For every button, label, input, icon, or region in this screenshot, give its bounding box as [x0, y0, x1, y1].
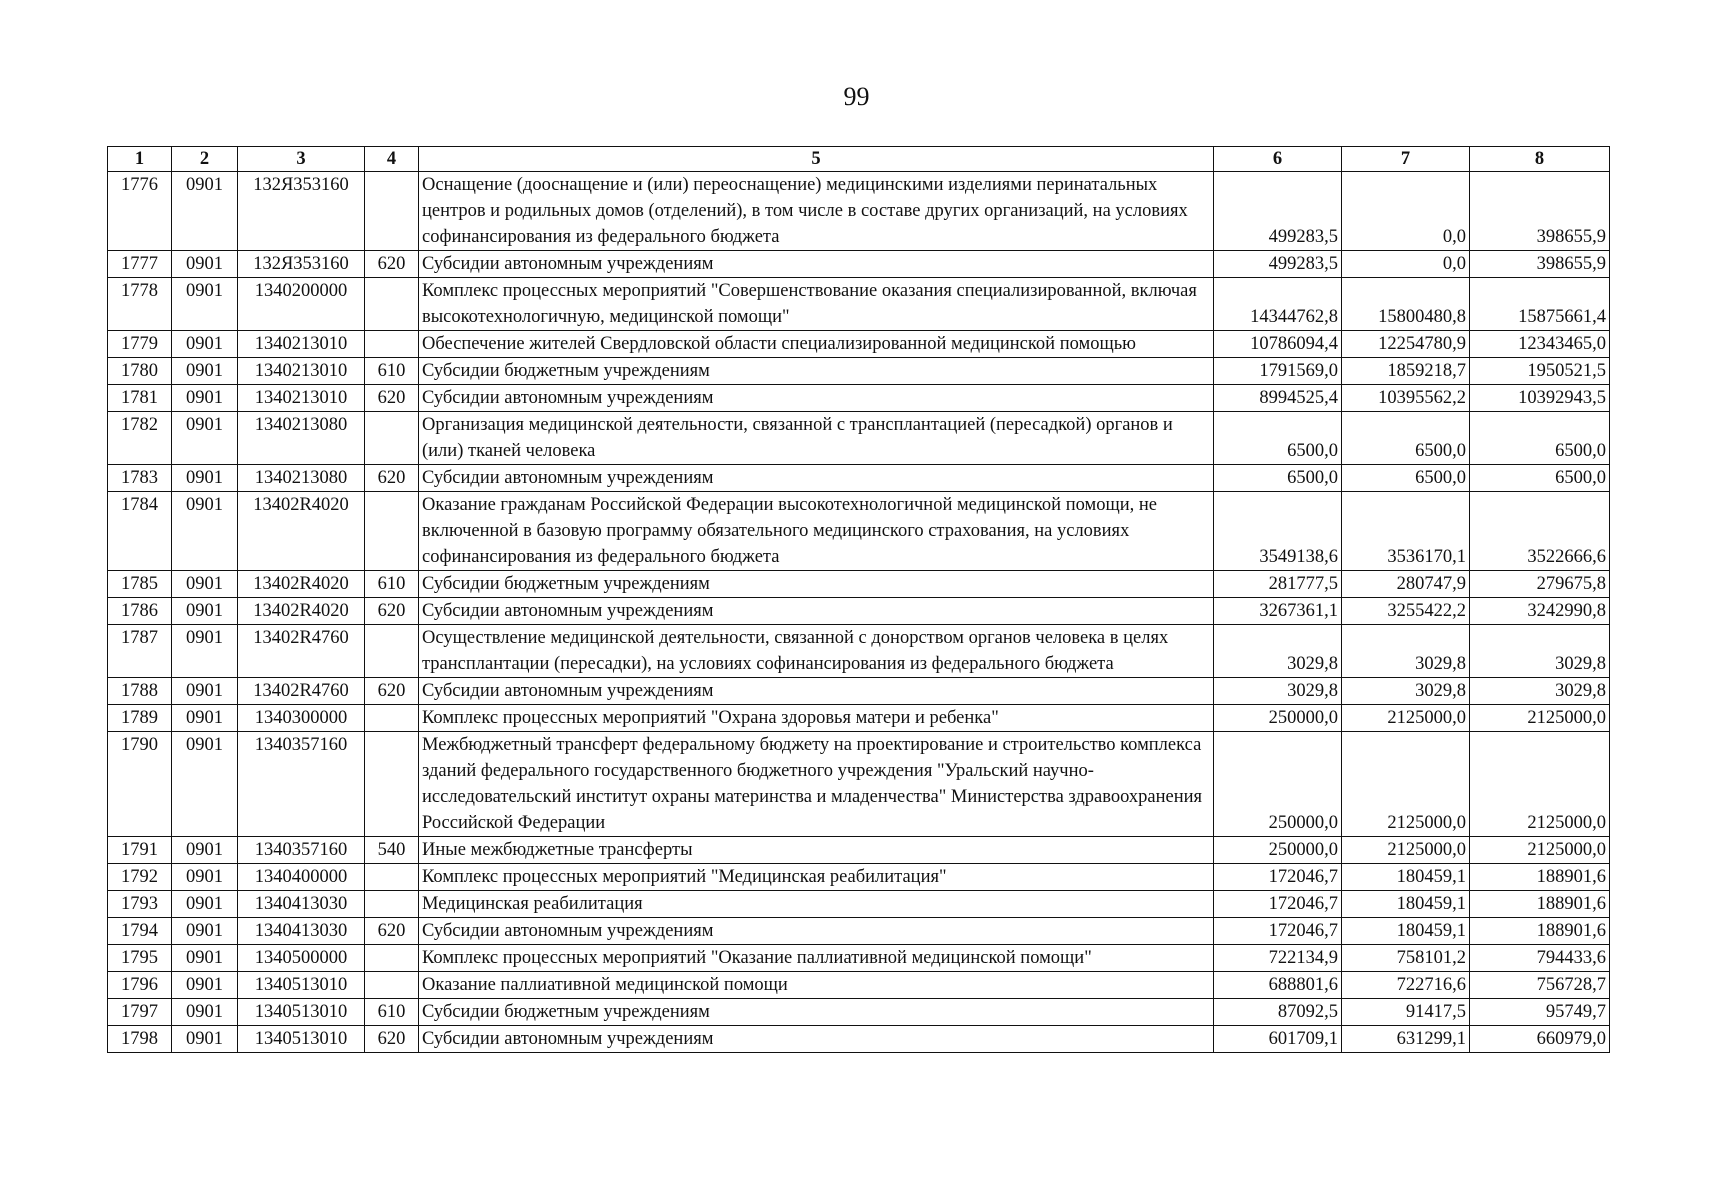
amount-col-8: 279675,8 [1470, 571, 1610, 598]
amount-col-6: 1791569,0 [1214, 358, 1342, 385]
target-code: 1340213080 [238, 465, 365, 492]
amount-col-6: 250000,0 [1214, 837, 1342, 864]
expense-type: 620 [365, 918, 419, 945]
col-header-3: 3 [238, 147, 365, 172]
target-code: 1340200000 [238, 278, 365, 331]
row-number: 1786 [108, 598, 172, 625]
table-row [108, 412, 1610, 465]
row-number: 1792 [108, 864, 172, 891]
target-code: 1340300000 [238, 705, 365, 732]
item-name: Субсидии автономным учреждениям [419, 1026, 1214, 1053]
table-row [108, 945, 1610, 972]
expense-type [365, 412, 419, 465]
row-number: 1795 [108, 945, 172, 972]
row-number: 1782 [108, 412, 172, 465]
expense-type [365, 945, 419, 972]
table-row [108, 918, 1610, 945]
amount-col-7: 631299,1 [1342, 1026, 1470, 1053]
amount-col-8: 756728,7 [1470, 972, 1610, 999]
item-name: Организация медицинской деятельности, связанной с трансплантацией (пересадкой) органов и (или) тканей человека [419, 412, 1214, 465]
row-number: 1791 [108, 837, 172, 864]
expense-type [365, 705, 419, 732]
item-name: Оказание гражданам Российской Федерации высокотехнологичной медицинской помощи, не включенной в базовую программу обязательного медицинского страхования, на условиях софинансирования из федерального бюджета [419, 492, 1214, 571]
amount-col-8: 398655,9 [1470, 251, 1610, 278]
amount-col-7: 722716,6 [1342, 972, 1470, 999]
table-row [108, 678, 1610, 705]
row-number: 1788 [108, 678, 172, 705]
expense-type: 620 [365, 465, 419, 492]
target-code: 1340413030 [238, 918, 365, 945]
item-name: Комплекс процессных мероприятий "Совершенствование оказания специализированной, включая высокотехнологичную, медицинской помощи" [419, 278, 1214, 331]
page-number: 99 [843, 82, 870, 111]
target-code: 132Я353160 [238, 251, 365, 278]
amount-col-8: 188901,6 [1470, 918, 1610, 945]
amount-col-8: 15875661,4 [1470, 278, 1610, 331]
expense-type: 620 [365, 1026, 419, 1053]
target-code: 1340500000 [238, 945, 365, 972]
section-code: 0901 [172, 918, 238, 945]
amount-col-8: 3242990,8 [1470, 598, 1610, 625]
amount-col-7: 3029,8 [1342, 625, 1470, 678]
amount-col-6: 8994525,4 [1214, 385, 1342, 412]
section-code: 0901 [172, 251, 238, 278]
amount-col-8: 794433,6 [1470, 945, 1610, 972]
expense-type [365, 864, 419, 891]
budget-table [107, 146, 1610, 1053]
amount-col-6: 688801,6 [1214, 972, 1342, 999]
section-code: 0901 [172, 571, 238, 598]
amount-col-7: 3029,8 [1342, 678, 1470, 705]
target-code: 13402R4760 [238, 625, 365, 678]
item-name: Межбюджетный трансферт федеральному бюджету на проектирование и строительство комплекса зданий федерального государственного бюджетного учреждения "Уральский научно-исследовательский институт охраны материнства и младенчества" Министерства здравоохранения Российской Федерации [419, 732, 1214, 837]
table-row [108, 598, 1610, 625]
amount-col-6: 14344762,8 [1214, 278, 1342, 331]
amount-col-8: 2125000,0 [1470, 732, 1610, 837]
amount-col-8: 3522666,6 [1470, 492, 1610, 571]
expense-type: 620 [365, 598, 419, 625]
target-code: 1340213010 [238, 385, 365, 412]
amount-col-6: 499283,5 [1214, 172, 1342, 251]
col-header-7: 7 [1342, 147, 1470, 172]
col-header-5: 5 [419, 147, 1214, 172]
target-code: 1340213080 [238, 412, 365, 465]
item-name: Субсидии бюджетным учреждениям [419, 999, 1214, 1026]
amount-col-7: 6500,0 [1342, 465, 1470, 492]
expense-type [365, 972, 419, 999]
col-header-8: 8 [1470, 147, 1610, 172]
col-header-2: 2 [172, 147, 238, 172]
section-code: 0901 [172, 678, 238, 705]
item-name: Осуществление медицинской деятельности, связанной с донорством органов человека в целях трансплантации (пересадки), на условиях софинансирования из федерального бюджета [419, 625, 1214, 678]
row-number: 1777 [108, 251, 172, 278]
item-name: Субсидии автономным учреждениям [419, 251, 1214, 278]
section-code: 0901 [172, 625, 238, 678]
section-code: 0901 [172, 598, 238, 625]
expense-type: 610 [365, 571, 419, 598]
row-number: 1781 [108, 385, 172, 412]
table-row [108, 837, 1610, 864]
col-header-6: 6 [1214, 147, 1342, 172]
table-header-row [108, 147, 1610, 172]
table-row [108, 732, 1610, 837]
item-name: Субсидии автономным учреждениям [419, 598, 1214, 625]
amount-col-8: 3029,8 [1470, 625, 1610, 678]
amount-col-7: 0,0 [1342, 172, 1470, 251]
amount-col-6: 250000,0 [1214, 705, 1342, 732]
row-number: 1784 [108, 492, 172, 571]
amount-col-8: 12343465,0 [1470, 331, 1610, 358]
amount-col-7: 6500,0 [1342, 412, 1470, 465]
item-name: Субсидии автономным учреждениям [419, 678, 1214, 705]
table-row [108, 625, 1610, 678]
section-code: 0901 [172, 278, 238, 331]
table-row [108, 891, 1610, 918]
amount-col-6: 172046,7 [1214, 891, 1342, 918]
table-row [108, 172, 1610, 251]
row-number: 1790 [108, 732, 172, 837]
amount-col-7: 2125000,0 [1342, 837, 1470, 864]
target-code: 13402R4020 [238, 598, 365, 625]
table-row [108, 705, 1610, 732]
section-code: 0901 [172, 492, 238, 571]
target-code: 1340513010 [238, 999, 365, 1026]
amount-col-6: 250000,0 [1214, 732, 1342, 837]
amount-col-8: 10392943,5 [1470, 385, 1610, 412]
expense-type [365, 492, 419, 571]
item-name: Медицинская реабилитация [419, 891, 1214, 918]
expense-type: 620 [365, 678, 419, 705]
amount-col-7: 280747,9 [1342, 571, 1470, 598]
row-number: 1789 [108, 705, 172, 732]
row-number: 1785 [108, 571, 172, 598]
item-name: Субсидии бюджетным учреждениям [419, 571, 1214, 598]
section-code: 0901 [172, 945, 238, 972]
amount-col-8: 1950521,5 [1470, 358, 1610, 385]
amount-col-7: 2125000,0 [1342, 732, 1470, 837]
row-number: 1796 [108, 972, 172, 999]
target-code: 132Я353160 [238, 172, 365, 251]
row-number: 1779 [108, 331, 172, 358]
item-name: Субсидии автономным учреждениям [419, 918, 1214, 945]
amount-col-6: 281777,5 [1214, 571, 1342, 598]
amount-col-6: 10786094,4 [1214, 331, 1342, 358]
item-name: Комплекс процессных мероприятий "Охрана здоровья матери и ребенка" [419, 705, 1214, 732]
section-code: 0901 [172, 891, 238, 918]
amount-col-7: 180459,1 [1342, 891, 1470, 918]
item-name: Комплекс процессных мероприятий "Оказание паллиативной медицинской помощи" [419, 945, 1214, 972]
expense-type [365, 278, 419, 331]
amount-col-6: 722134,9 [1214, 945, 1342, 972]
amount-col-7: 15800480,8 [1342, 278, 1470, 331]
target-code: 1340357160 [238, 732, 365, 837]
target-code: 1340400000 [238, 864, 365, 891]
amount-col-7: 180459,1 [1342, 864, 1470, 891]
col-header-4: 4 [365, 147, 419, 172]
target-code: 13402R4760 [238, 678, 365, 705]
amount-col-7: 91417,5 [1342, 999, 1470, 1026]
expense-type: 610 [365, 999, 419, 1026]
item-name: Субсидии бюджетным учреждениям [419, 358, 1214, 385]
target-code: 1340213010 [238, 331, 365, 358]
table-row [108, 465, 1610, 492]
expense-type: 540 [365, 837, 419, 864]
amount-col-8: 95749,7 [1470, 999, 1610, 1026]
amount-col-8: 2125000,0 [1470, 837, 1610, 864]
row-number: 1787 [108, 625, 172, 678]
expense-type [365, 172, 419, 251]
target-code: 1340357160 [238, 837, 365, 864]
row-number: 1798 [108, 1026, 172, 1053]
table-row [108, 251, 1610, 278]
amount-col-7: 758101,2 [1342, 945, 1470, 972]
section-code: 0901 [172, 837, 238, 864]
target-code: 1340513010 [238, 972, 365, 999]
row-number: 1783 [108, 465, 172, 492]
row-number: 1778 [108, 278, 172, 331]
amount-col-7: 3255422,2 [1342, 598, 1470, 625]
item-name: Оснащение (дооснащение и (или) переоснащение) медицинскими изделиями перинатальных центров и родильных домов (отделений), в том числе в составе других организаций, на условиях софинансирования из федерального бюджета [419, 172, 1214, 251]
amount-col-6: 3549138,6 [1214, 492, 1342, 571]
target-code: 1340413030 [238, 891, 365, 918]
target-code: 1340213010 [238, 358, 365, 385]
row-number: 1776 [108, 172, 172, 251]
amount-col-6: 601709,1 [1214, 1026, 1342, 1053]
amount-col-8: 660979,0 [1470, 1026, 1610, 1053]
section-code: 0901 [172, 705, 238, 732]
col-header-1: 1 [108, 147, 172, 172]
amount-col-8: 188901,6 [1470, 864, 1610, 891]
amount-col-7: 3536170,1 [1342, 492, 1470, 571]
row-number: 1780 [108, 358, 172, 385]
table-row [108, 571, 1610, 598]
table-row [108, 1026, 1610, 1053]
section-code: 0901 [172, 385, 238, 412]
expense-type [365, 625, 419, 678]
amount-col-6: 3029,8 [1214, 625, 1342, 678]
expense-type: 610 [365, 358, 419, 385]
amount-col-6: 172046,7 [1214, 864, 1342, 891]
amount-col-7: 180459,1 [1342, 918, 1470, 945]
row-number: 1794 [108, 918, 172, 945]
amount-col-8: 188901,6 [1470, 891, 1610, 918]
expense-type [365, 891, 419, 918]
amount-col-6: 172046,7 [1214, 918, 1342, 945]
amount-col-8: 3029,8 [1470, 678, 1610, 705]
amount-col-6: 3267361,1 [1214, 598, 1342, 625]
table-row [108, 492, 1610, 571]
section-code: 0901 [172, 172, 238, 251]
item-name: Оказание паллиативной медицинской помощи [419, 972, 1214, 999]
item-name: Субсидии автономным учреждениям [419, 385, 1214, 412]
amount-col-6: 3029,8 [1214, 678, 1342, 705]
amount-col-6: 6500,0 [1214, 465, 1342, 492]
table-row [108, 972, 1610, 999]
item-name: Комплекс процессных мероприятий "Медицинская реабилитация" [419, 864, 1214, 891]
target-code: 13402R4020 [238, 492, 365, 571]
item-name: Иные межбюджетные трансферты [419, 837, 1214, 864]
section-code: 0901 [172, 331, 238, 358]
amount-col-8: 6500,0 [1470, 412, 1610, 465]
target-code: 1340513010 [238, 1026, 365, 1053]
table-row [108, 385, 1610, 412]
amount-col-7: 1859218,7 [1342, 358, 1470, 385]
table-row [108, 358, 1610, 385]
target-code: 13402R4020 [238, 571, 365, 598]
section-code: 0901 [172, 358, 238, 385]
item-name: Субсидии автономным учреждениям [419, 465, 1214, 492]
table-row [108, 331, 1610, 358]
section-code: 0901 [172, 1026, 238, 1053]
amount-col-7: 12254780,9 [1342, 331, 1470, 358]
table-row [108, 999, 1610, 1026]
amount-col-7: 10395562,2 [1342, 385, 1470, 412]
table-row [108, 864, 1610, 891]
section-code: 0901 [172, 972, 238, 999]
section-code: 0901 [172, 732, 238, 837]
section-code: 0901 [172, 999, 238, 1026]
expense-type [365, 732, 419, 837]
amount-col-8: 2125000,0 [1470, 705, 1610, 732]
table-body [108, 172, 1610, 1053]
amount-col-6: 87092,5 [1214, 999, 1342, 1026]
amount-col-7: 2125000,0 [1342, 705, 1470, 732]
amount-col-7: 0,0 [1342, 251, 1470, 278]
amount-col-8: 398655,9 [1470, 172, 1610, 251]
section-code: 0901 [172, 412, 238, 465]
section-code: 0901 [172, 465, 238, 492]
section-code: 0901 [172, 864, 238, 891]
expense-type [365, 331, 419, 358]
row-number: 1797 [108, 999, 172, 1026]
table-row [108, 278, 1610, 331]
amount-col-6: 6500,0 [1214, 412, 1342, 465]
amount-col-8: 6500,0 [1470, 465, 1610, 492]
row-number: 1793 [108, 891, 172, 918]
expense-type: 620 [365, 251, 419, 278]
amount-col-6: 499283,5 [1214, 251, 1342, 278]
item-name: Обеспечение жителей Свердловской области специализированной медицинской помощью [419, 331, 1214, 358]
expense-type: 620 [365, 385, 419, 412]
